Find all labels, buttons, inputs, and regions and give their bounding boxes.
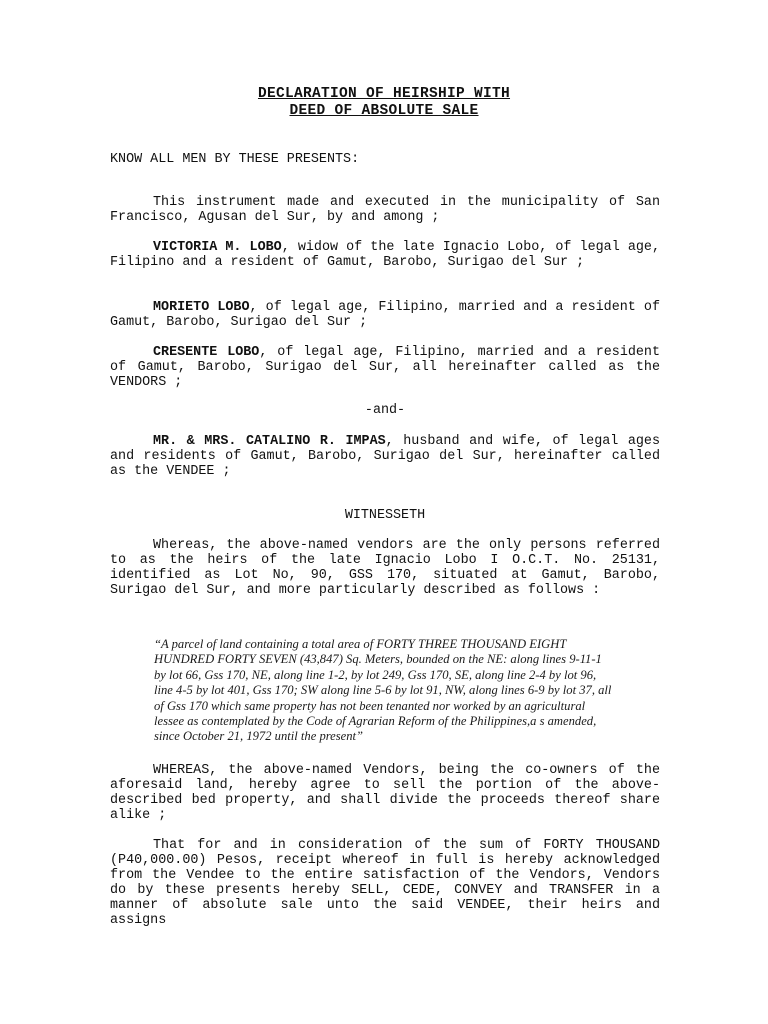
vendee-name: MR. & MRS. CATALINO R. IMPAS: [153, 434, 386, 449]
vendee-paragraph: [110, 435, 660, 480]
and-separator: -and-: [364, 403, 406, 418]
party-name: VICTORIA M. LOBO: [153, 240, 282, 255]
document-title-line-1: DECLARATION OF HEIRSHIP WITH: [257, 86, 511, 102]
party-paragraph-2: [110, 301, 660, 331]
vendee-details: , husband and wife, of legal ages and residents of Gamut, Barobo, Surigao del Sur, hereinafter called as the VENDEE ;: [110, 434, 661, 479]
property-description-quote: “A parcel of land containing a total area of FORTY THREE THOUSAND EIGHT HUNDRED FORTY SEVEN (43,847) Sq. Meters, bounded on the NE: along lines 9-11-1 by lot 66, Gss 170, NE, along line 1-2, by lot 249, Gss 170, SE, along line 2-4 by lot 96, line 4-5 by lot 401, Gss 170; SW along line 5-6 by lot 91, NW, along lines 6-9 by lot 37, all of Gss 170 which same property has not been tenanted nor worked by an agricultural lessee as contemplated by the Code of Agrarian Reform of the Philippines,a s amended, since October 21, 1972 until the present”: [154, 637, 612, 744]
consideration-paragraph: That for and in consideration of the sum of FORTY THOUSAND (P40,000.00) Pesos, receipt whereof in full is hereby acknowledged from the Vendee to the entire satisfaction of the Vendors, Vendors do by these presents hereby SELL, CEDE, CONVEY and TRANSFER in a manner of absolute sale unto the said VENDEE, their heirs and assigns: [110, 838, 660, 928]
whereas-paragraph-2: WHEREAS, the above-named Vendors, being the co-owners of the aforesaid land, hereby agree to sell the portion of the above-described bed property, and shall divide the proceeds thereof share alike ;: [110, 763, 660, 823]
party-paragraph-3: [110, 346, 660, 391]
party-details: , widow of the late Ignacio Lobo, of legal age, Filipino and a resident of Gamut, Barobo, Surigao del Sur ;: [110, 240, 660, 270]
opening-clause: KNOW ALL MEN BY THESE PRESENTS:: [110, 152, 360, 167]
party-name: MORIETO LOBO: [153, 300, 250, 315]
party-details: , of legal age, Filipino, married and a resident of Gamut, Barobo, Surigao del Sur, all hereinafter called as the VENDORS ;: [110, 345, 661, 390]
whereas-paragraph-1: Whereas, the above-named vendors are the only persons referred to as the heirs of the late Ignacio Lobo I O.C.T. No. 25131, identified as Lot No, 90, GSS 170, situated at Gamut, Barobo, Surigao del Sur, and more particularly described as follows :: [110, 538, 660, 598]
document-title-line-2: DEED OF ABSOLUTE SALE: [289, 103, 479, 119]
party-paragraph-1: [110, 241, 660, 271]
intro-paragraph: This instrument made and executed in the municipality of San Francisco, Agusan del Sur, by and among ;: [110, 195, 660, 225]
witnesseth-heading: WITNESSETH: [344, 508, 426, 523]
party-details: , of legal age, Filipino, married and a resident of Gamut, Barobo, Surigao del Sur ;: [110, 300, 660, 330]
party-name: CRESENTE LOBO: [153, 345, 260, 360]
